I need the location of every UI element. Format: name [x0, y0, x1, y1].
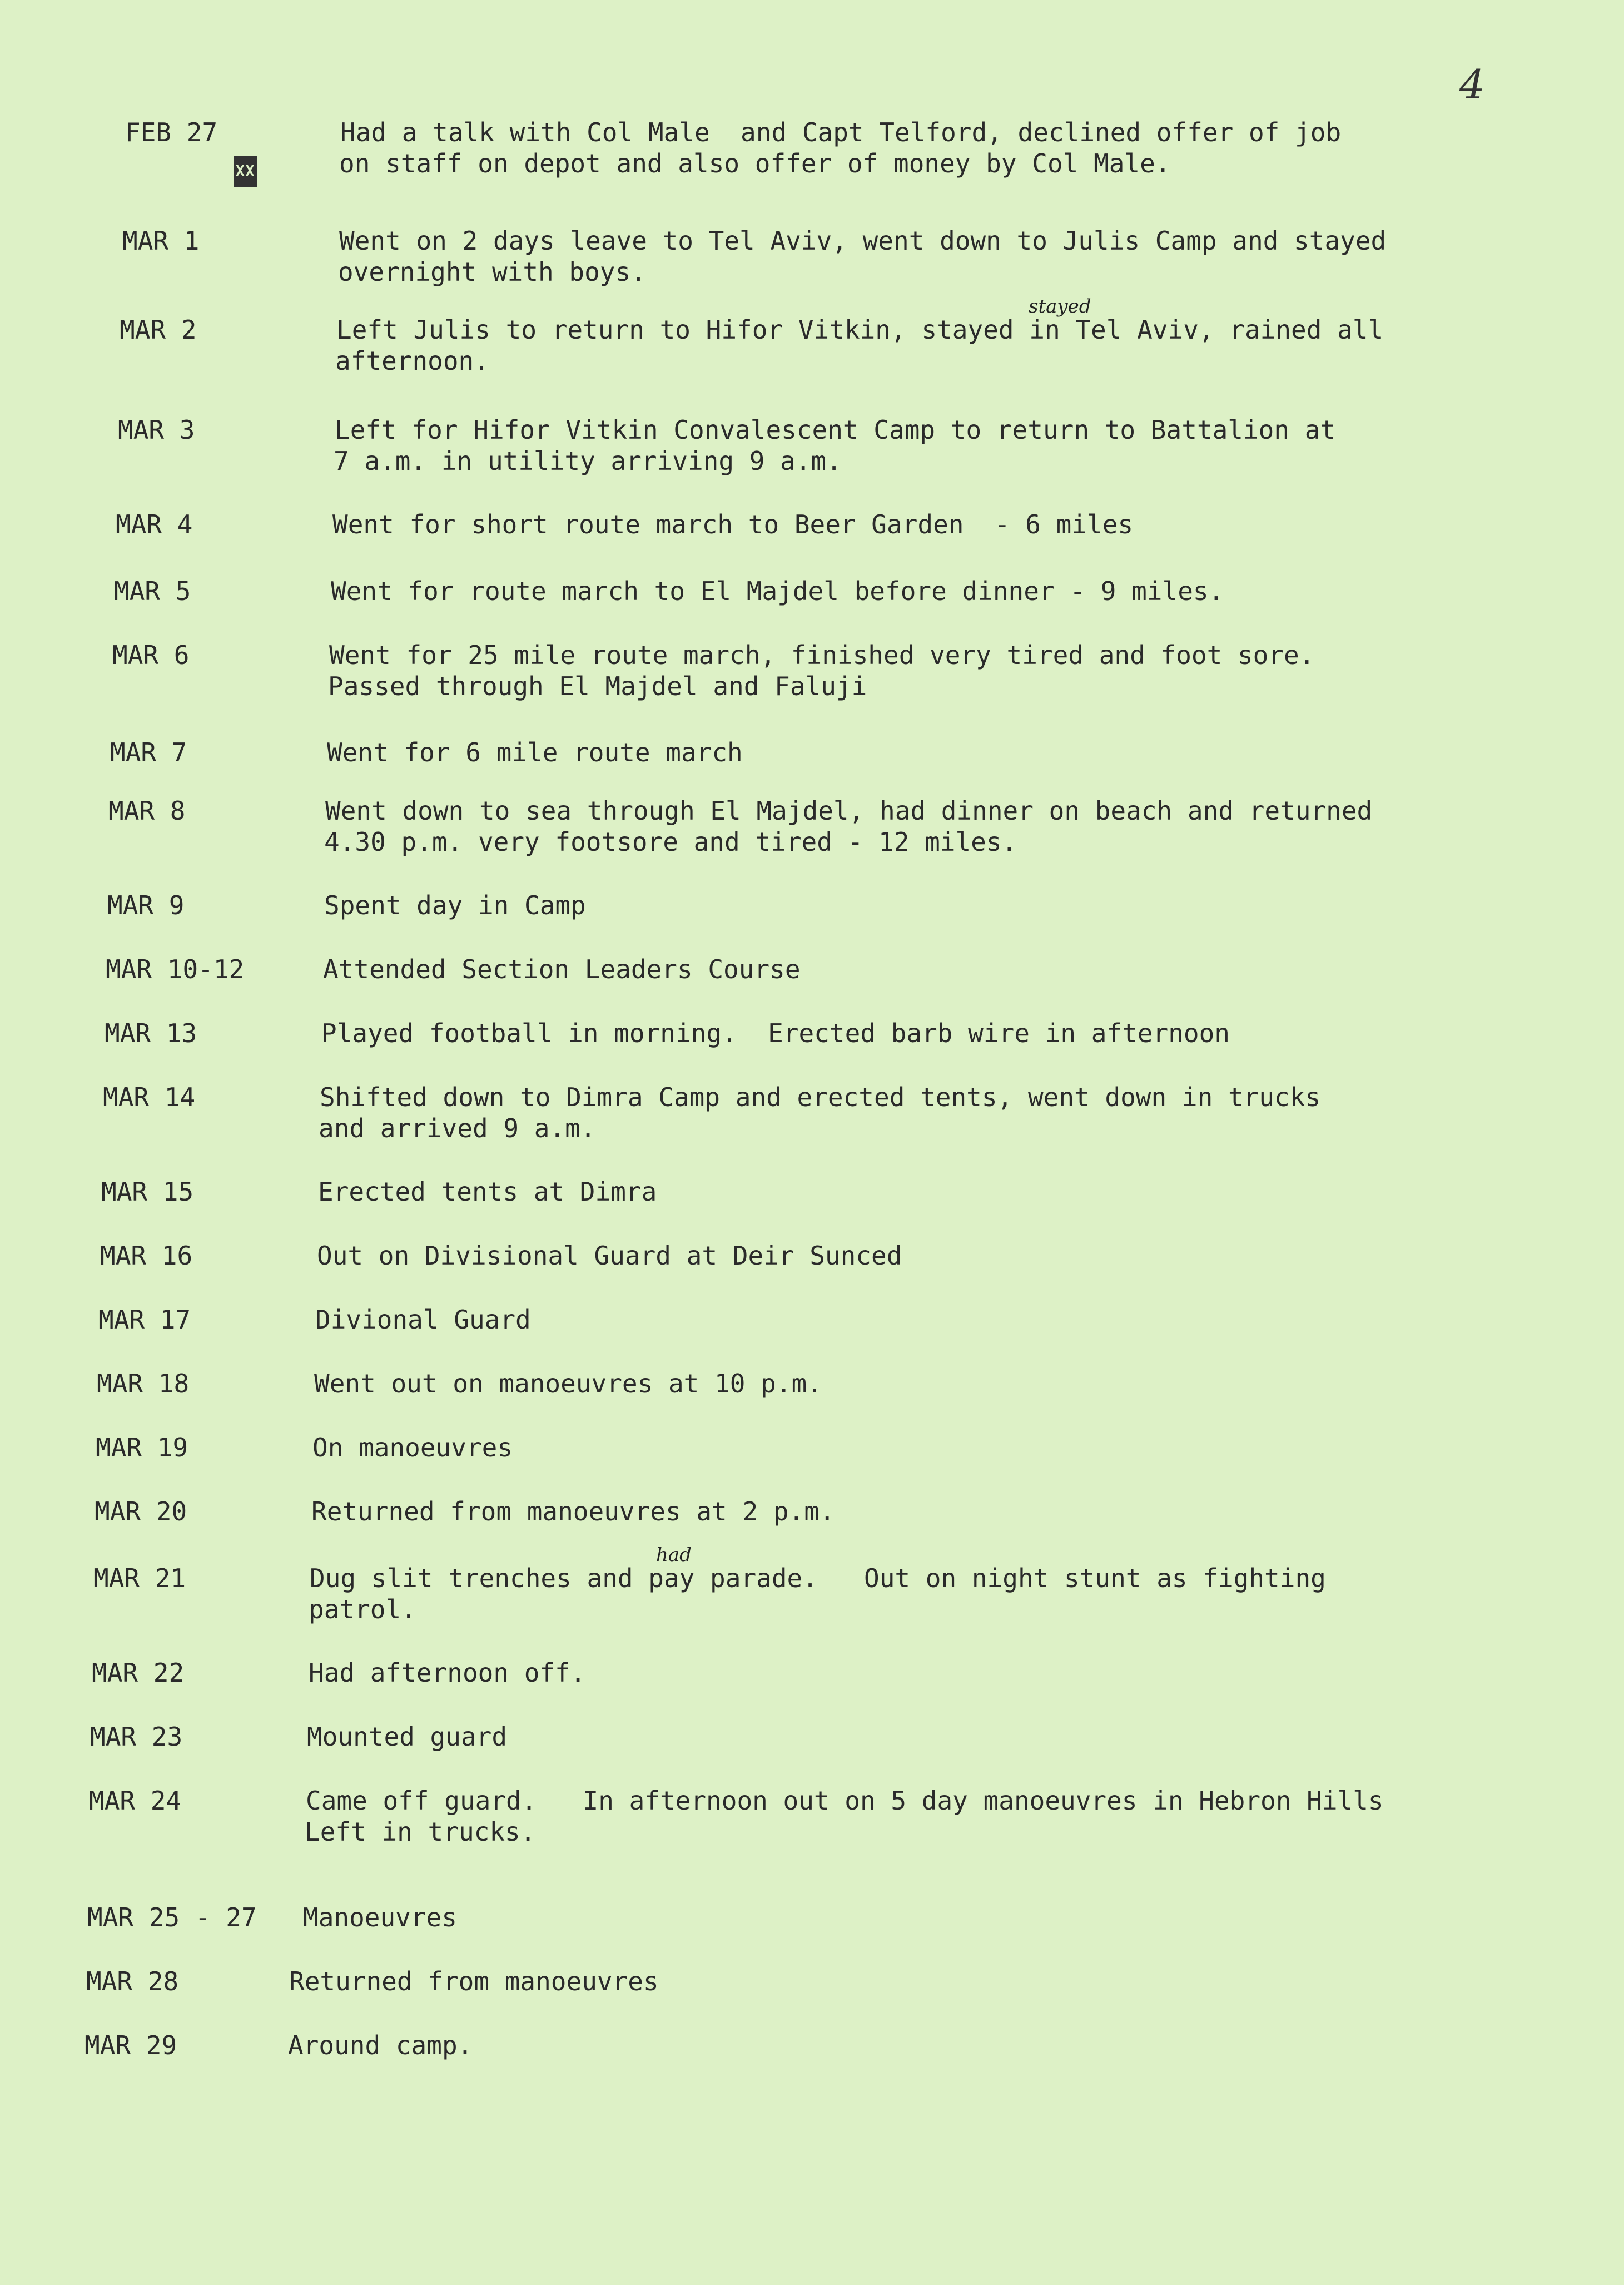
entry-text-line: Out on Divisional Guard at Deir Sunced — [317, 1241, 902, 1271]
entry-text-line: Divional Guard — [315, 1305, 531, 1335]
entry-text-line: Returned from manoeuvres at 2 p.m. — [311, 1496, 835, 1526]
entry-date: MAR 22 — [92, 1658, 185, 1688]
entry-text-line: Came off guard. In afternoon out on 5 day manoeuvres in Hebron Hills — [306, 1786, 1384, 1816]
entry-date: MAR 21 — [93, 1563, 186, 1593]
entry-text-line: Went out on manoeuvres at 10 p.m. — [314, 1369, 822, 1399]
entry-text-line: Went for 25 mile route march, finished very tired and foot sore. — [329, 640, 1315, 670]
entry-text-line: Returned from manoeuvres — [289, 1966, 659, 1996]
struck-out-mark: XX — [234, 156, 257, 187]
entry-text-line: Left in trucks. — [305, 1817, 536, 1847]
entry-date: MAR 7 — [110, 737, 187, 767]
entry-date: MAR 9 — [107, 890, 185, 920]
entry-text-line: and arrived 9 a.m. — [319, 1113, 596, 1143]
entry-text-line: On manoeuvres — [312, 1433, 513, 1463]
entry-date: MAR 20 — [95, 1496, 187, 1526]
entry-date: MAR 5 — [114, 576, 191, 606]
entry-text-line: Passed through El Majdel and Faluji — [328, 671, 867, 701]
entry-date: MAR 23 — [90, 1722, 183, 1752]
entry-text-line: patrol. — [309, 1594, 416, 1624]
handwritten-annotation: had — [656, 1544, 692, 1566]
entry-date: MAR 17 — [98, 1305, 191, 1335]
entry-text-line: overnight with boys. — [338, 257, 646, 287]
entry-date: FEB 27 — [125, 117, 218, 147]
entry-text-line: Manoeuvres — [303, 1902, 457, 1932]
entry-date: MAR 25 - 27 — [87, 1902, 257, 1932]
entry-text-line: Went for 6 mile route march — [327, 737, 743, 767]
entry-date: MAR 16 — [100, 1241, 193, 1271]
entry-date: MAR 8 — [108, 796, 186, 826]
entry-text-line: Erected tents at Dimra — [318, 1177, 657, 1207]
entry-date: MAR 29 — [85, 2030, 177, 2060]
entry-date: MAR 13 — [105, 1018, 197, 1048]
entry-date: MAR 14 — [103, 1082, 196, 1112]
entry-text-line: on staff on depot and also offer of money by Col Male. — [339, 148, 1171, 179]
entry-date: MAR 4 — [116, 509, 193, 539]
entry-text-line: Left Julis to return to Hifor Vitkin, stayed in Tel Aviv, rained all — [336, 315, 1384, 345]
entry-text-line: Dug slit trenches and pay parade. Out on night stunt as fighting — [310, 1563, 1326, 1593]
entry-text-line: Spent day in Camp — [324, 890, 586, 920]
entry-date: MAR 10-12 — [106, 954, 245, 984]
entry-date: MAR 19 — [96, 1433, 188, 1463]
entry-date: MAR 18 — [97, 1369, 190, 1399]
entry-text-line: afternoon. — [335, 346, 489, 376]
entry-date: MAR 1 — [122, 226, 200, 256]
entry-text-line: Went for route march to El Majdel before dinner - 9 miles. — [331, 576, 1224, 606]
entry-text-line: 7 a.m. in utility arriving 9 a.m. — [334, 446, 842, 476]
entry-date: MAR 15 — [101, 1177, 194, 1207]
entry-text-line: Had afternoon off. — [309, 1658, 586, 1688]
entry-date: MAR 28 — [86, 1966, 179, 1996]
entry-date: MAR 24 — [89, 1786, 182, 1816]
entry-text-line: Went for short route march to Beer Garden - 6 miles — [332, 509, 1134, 539]
entry-date: MAR 2 — [120, 315, 197, 345]
entry-text-line: Had a talk with Col Male and Capt Telford, declined offer of job — [340, 117, 1342, 147]
entry-text-line: Shifted down to Dimra Camp and erected tents, went down in trucks — [320, 1082, 1321, 1112]
page-number: 4 — [1459, 61, 1485, 108]
entry-date: MAR 3 — [118, 415, 195, 445]
entry-text-line: Went down to sea through El Majdel, had dinner on beach and returned — [325, 796, 1373, 826]
entry-text-line: 4.30 p.m. very footsore and tired - 12 miles. — [324, 827, 1017, 857]
entry-text-line: Attended Section Leaders Course — [323, 954, 801, 984]
entry-date: MAR 6 — [112, 640, 190, 670]
entry-text-line: Mounted guard — [307, 1722, 508, 1752]
entry-text-line: Around camp. — [288, 2030, 473, 2060]
entry-text-line: Played football in morning. Erected barb wire in afternoon — [321, 1018, 1230, 1048]
handwritten-annotation: stayed — [1029, 295, 1091, 318]
entry-text-line: Went on 2 days leave to Tel Aviv, went down to Julis Camp and stayed — [339, 226, 1387, 256]
entry-text-line: Left for Hifor Vitkin Convalescent Camp to return to Battalion at — [335, 415, 1336, 445]
